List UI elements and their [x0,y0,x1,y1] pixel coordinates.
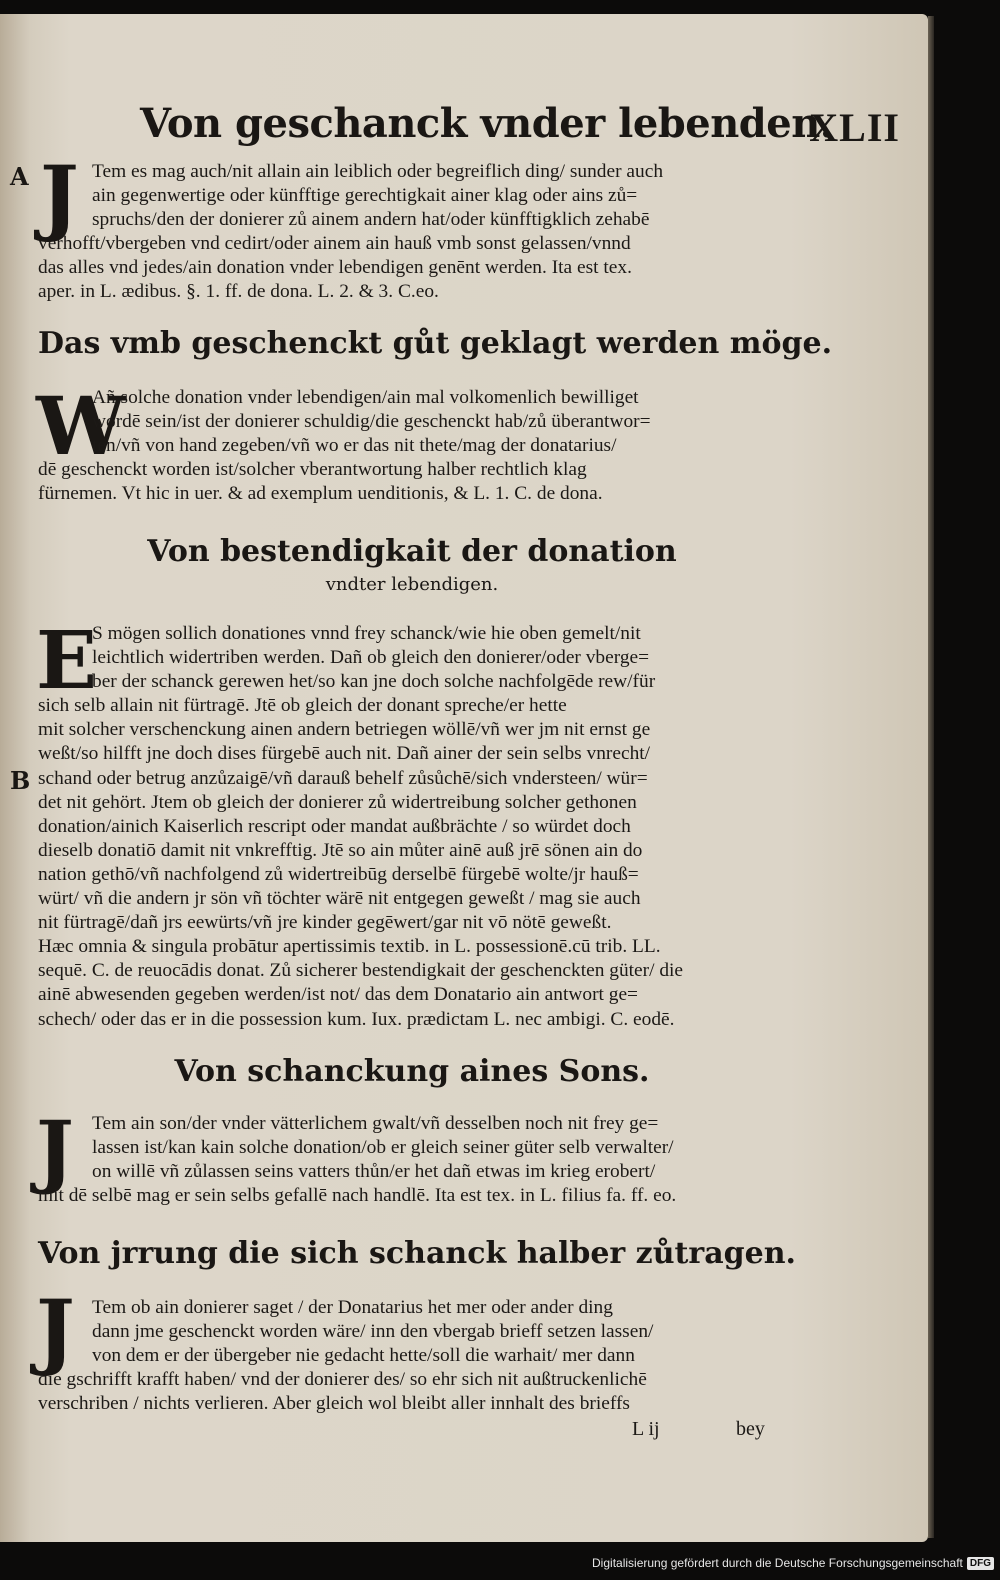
text-line: dē geschenckt worden ist/solcher vberantwortung halber rechtlich klag [38,459,587,481]
dropcap-initial: E [36,613,97,707]
text-line: das alles vnd jedes/ain donation vnder lebendigen genēnt werden. Ita est tex. [38,257,632,279]
section-heading: Von bestendigkait der donation [147,534,677,569]
text-line: sequē. C. de reuocādis donat. Zů sicherer bestendigkait der geschenckten güter/ die [38,960,684,982]
signature-mark: L ij [632,1418,660,1440]
paragraph-intro [38,160,786,305]
text-line: Tem ain son/der vnder vätterlichem gwalt/vñ desselben noch nit frey ge= [92,1113,659,1134]
text-line: S mögen sollich donationes vnnd frey schanck/wie hie oben gemelt/nit [92,623,641,644]
text-line: Hæc omnia & singula probātur apertissimis textib. in L. possessionē.cū trib. LL. [38,936,661,958]
credit-text: Digitalisierung gefördert durch die Deutsche Forschungsgemeinschaft [592,1556,963,1570]
text-line: schand oder betrug anzůzaigē/vñ darauß behelf zůsůchē/sich vndersteen/ wür= [38,767,648,789]
text-line: schech/ oder das er in die possession kum. Iux. prædictam L. nec ambigi. C. eodē. [38,1008,675,1030]
text-line: lassen ist/kan kain solche donation/ob er gleich seiner güter selb verwalter/ [92,1137,674,1159]
page-header [140,100,900,160]
text-line: die gschrifft krafft haben/ vnd der donierer des/ so ehr sich nit außtruckenlichē [38,1369,647,1391]
catchword: bey [736,1418,765,1440]
text-line: würt/ vñ die andern jr sön vñ töchter wärē nit entgegen geweßt / mag sie auch [38,888,641,910]
text-line: aper. in L. ædibus. §. 1. ff. de dona. L. 2. & 3. C.eo. [38,281,439,303]
running-title: Von geschanck vnder lebenden. [140,100,834,147]
dropcap-initial: J [36,1283,75,1379]
text-line: nit fürtragē/dañ jrs eewürts/vñ jre kinder gegēwert/gar nit vō nötē geweßt. [38,912,612,934]
text-line: ten/vñ von hand zegeben/vñ wo er das nit thete/mag der donatarius/ [92,435,617,457]
text-line: dieselb donatiō damit nit vnkrefftig. Jtē so ain můter ainē auß jrē sönen ain do [38,839,643,861]
text-line: mit dē selbē mag er sein selbs gefallē nach handlē. Ita est tex. in L. filius fa. ff. eo. [38,1185,677,1207]
text-line: spruchs/den der donierer zů ainem andern hat/oder künfftigklich zehabē [92,209,650,231]
section-heading: Von schanckung aines Sons. [174,1054,650,1089]
text-line: det nit gehört. Jtem ob gleich der donierer zů widertreibung solcher gethonen [38,791,637,813]
section-subheading: vndter lebendigen. [325,574,499,595]
text-line: ainē abwesenden gegeben werden/ist not/ das dem Donatario ain antwort ge= [38,984,638,1006]
text-line: donation/ainich Kaiserlich rescript oder mandat außbrächte / so würdet doch [38,815,631,837]
page-edge-shadow [928,16,934,1538]
paragraph-klage [36,379,786,506]
dfg-logo-icon: DFG [967,1557,994,1570]
text-line: dann jme geschenckt worden wäre/ inn den vbergab brieff setzen lassen/ [92,1321,654,1343]
book-page [0,14,928,1542]
text-line: weßt/so hilfft jne doch dises fürgebē auch nit. Dañ ainer der sein selbs vnrecht/ [38,743,651,765]
section-heading: Von jrrung die sich schanck halber zůtragen. [38,1236,796,1271]
text-line: verhofft/vbergeben vnd cedirt/oder ainem ain hauß vmb sonst gelassen/vnnd [38,233,631,255]
digitization-credit [592,1556,994,1570]
dropcap-initial: W [36,379,126,473]
text-line: verschriben / nichts verlieren. Aber gleich wol bleibt aller innhalt des brieffs [38,1393,630,1415]
text-line: ber der schanck gerewen het/so kan jne doch solche nachfolgēde rew/für [92,671,656,693]
text-line: von dem er der übergeber nie gedacht hette/soll die warhait/ mer dann [92,1345,635,1367]
folio-number: XLII [809,105,900,150]
dropcap-initial: J [36,1103,74,1197]
margin-note-a: A [10,162,29,191]
paragraph-bestendigkait [36,613,786,1032]
text-line: nation gethō/vñ nachfolgend zů widertreibūg derselbē fürgebē wolte/jr hauß= [38,863,639,885]
text-line: Tem ob ain donierer saget / der Donatarius het mer oder ander ding [92,1297,613,1318]
text-line: fürnemen. Vt hic in uer. & ad exemplum uenditionis, & L. 1. C. de dona. [38,483,603,505]
text-line: wordē sein/ist der donierer schuldig/die geschenckt hab/zů überantwor= [92,411,651,433]
text-line: Añ solche donation vnder lebendigen/ain mal volkomenlich bewilliget [92,387,639,408]
margin-note-b: B [10,766,31,795]
text-line: mit solcher verschenckung ainen andern betriegen wöllē/vñ wer jm nit ernst ge [38,719,651,741]
paragraph-jrrung [38,1296,786,1416]
section-heading: Das vmb geschenckt gůt geklagt werden möge. [38,326,833,361]
text-line: Tem es mag auch/nit allain ain leiblich oder begreiflich ding/ sunder auch [92,161,664,182]
dropcap-initial: J [40,149,79,245]
paragraph-sone [36,1103,786,1208]
text-line: sich selb allain nit fürtragē. Jtē ob gleich der donant spreche/er hette [38,695,567,717]
text-line: on willē vñ zůlassen seins vatters thůn/er het dañ etwas im krieg erobert/ [92,1161,656,1183]
text-line: ain gegenwertige oder künfftige gerechtigkait ainer klag oder ains zů= [92,185,638,207]
text-line: leichtlich widertriben werden. Dañ ob gleich den donierer/oder vberge= [92,647,650,669]
